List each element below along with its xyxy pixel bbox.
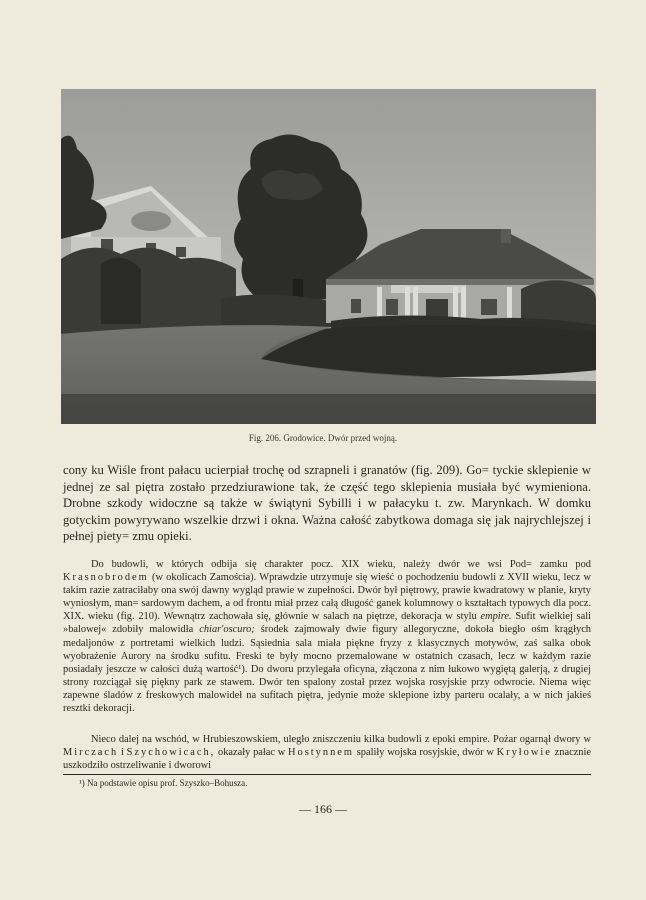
figure-photo: [61, 89, 596, 424]
italic-term: chiar'oscuro;: [199, 624, 255, 636]
text-run: zamku pod: [539, 559, 591, 570]
place-name: Hostynnem: [288, 747, 354, 759]
text-run: znacznie uszkodziło ostrzeliwanie i dworowi: [63, 747, 591, 772]
paragraph-3: [63, 733, 591, 772]
footnote: ¹) Na podstawie opisu prof. Szyszko–Bohusza.: [79, 778, 248, 788]
place-name: Kryłowie: [496, 747, 552, 759]
text-run: i: [121, 747, 124, 759]
place-name: Szychowicach,: [126, 747, 216, 759]
page-number: — 166 —: [299, 802, 347, 816]
text-run: Sufit wielkiej sali »balowej« zdobiły malowidła: [63, 611, 591, 636]
paragraph-2: [63, 558, 591, 715]
figure-caption: Fig. 206. Grodowice. Dwór przed wojną.: [248, 433, 398, 443]
text-run: okazały pałac w: [218, 747, 286, 759]
text-run: (w okolicach Zamościa). Wprawdzie utrzymuje się wieść o pochodzeniu budowli z XVII wieku, lecz w takim razie zatraciłaby ona swój dawny wygląd prawie w zupełności. Dwór był piętrowy, prawie kwadratowy w planie, kryty wyniosłym, man= sardowym dachem, a od frontu miał przez całą długość ganek kolumnowy o kształtach typowych dla pocz. XIX. wieku (fig. 210). Wewnątrz zachowała się, głównie w salach na piętrze, dekoracja w stylu: [63, 572, 591, 623]
text-run: Nieco dalej na wschód, w Hrubieszowskiem, uległo zniszczeniu kilka budowli z epoki empire. Pożar ogarnął dwory w: [91, 734, 591, 745]
place-name: Krasnobrodem: [63, 572, 149, 584]
text-run: spaliły wojska rosyjskie, dwór w: [356, 747, 494, 759]
place-name: Mirczach: [63, 747, 119, 759]
italic-term: empire.: [480, 611, 512, 623]
text-run: środek zajmowały dwie figury allegoryczne, dokoła biegło ośm krągłych medaljonów z portretami wielkich ludzi. Sąsiednia sala miała piękne fryzy z klasycznych motywów, zaś salka obok wyobrażenie Aurory na środku sufitu. Freski te były mocno przemalowane w ostatnich czasach, lecz w każdym razie posiadały jeszcze w całości dużą wartość¹). Do dworu przylegała oficyna, złączona z nim łukowo wygiętą galerją, z drugiej strony rozciągał się piękny park ze stawem. Dwór ten spalony został przez wojska rosyjskie przy odwrocie. Niema więc zapewne śladów z freskowych malowideł na sufitach piętra, jedynie może sklepione izby parteru ocalały, a w nich jakieś resztki dekoracji.: [63, 624, 591, 715]
text-run: Do budowli, w których odbija się charakter pocz. XIX wieku, należy dwór we wsi Pod=: [91, 559, 532, 570]
footnote-divider: [63, 774, 591, 775]
paragraph-1: cony ku Wiśle front pałacu ucierpiał trochę od szrapneli i granatów (fig. 209). Go= tyckie sklepienie w jednej ze sal piętra zostało przedziurawione tak, że część tego sklepienia musiała być wymieniona. Drobne szkody widoczne są także w świątyni Sybilli i w pałacyku t. zw. Marynkach. W domku gotyckim powyrywano wszelkie drzwi i okna. Ważna całość zabytkowa domaga się jak najrychlejszej i pełnej piety= zmu opieki.: [63, 463, 591, 544]
